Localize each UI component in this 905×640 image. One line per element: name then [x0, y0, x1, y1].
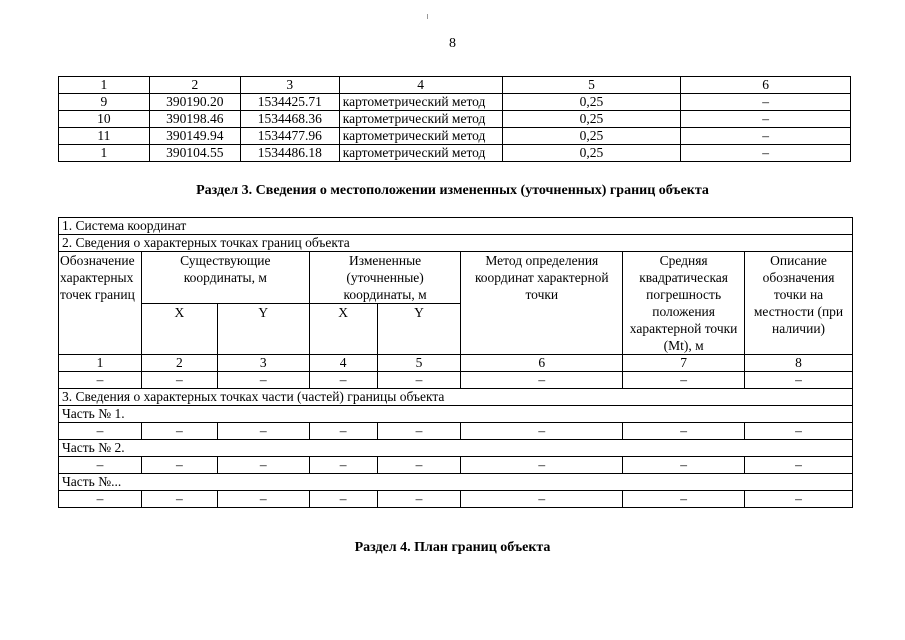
- dash-cell: –: [461, 457, 623, 474]
- table-row: [59, 457, 853, 474]
- table-row: [59, 423, 853, 440]
- x-header: X: [309, 304, 377, 355]
- dash-cell: –: [217, 491, 309, 508]
- dash-cell: –: [461, 372, 623, 389]
- part-1-label: Часть № 1.: [59, 406, 853, 423]
- dash-cell: –: [461, 423, 623, 440]
- dash-cell: –: [377, 491, 461, 508]
- dash-cell: –: [309, 491, 377, 508]
- coord-system-label: 1. Система координат: [59, 218, 853, 235]
- cell: картометрический метод: [339, 94, 502, 111]
- precision-header: Средняя квадратическая погрешность положения характерной точки (Mt), м: [623, 252, 745, 355]
- dash-cell: –: [309, 372, 377, 389]
- col-header: 3: [240, 77, 339, 94]
- part-n-label: Часть №...: [59, 474, 853, 491]
- cell: 1: [59, 145, 150, 162]
- dash-cell: –: [745, 372, 853, 389]
- col-header: 5: [502, 77, 681, 94]
- y-header: Y: [217, 304, 309, 355]
- char-points-label: 2. Сведения о характерных точках границ объекта: [59, 235, 853, 252]
- column-number: 5: [377, 355, 461, 372]
- parts-title-row: [59, 389, 853, 406]
- dash-cell: –: [217, 372, 309, 389]
- dash-cell: –: [59, 491, 142, 508]
- section-3-title: Раздел 3. Сведения о местоположении измененных (уточненных) границ объекта: [196, 183, 709, 198]
- cell: –: [681, 145, 851, 162]
- dash-cell: –: [377, 372, 461, 389]
- table-row: [59, 372, 853, 389]
- table-row: [59, 128, 851, 145]
- description-header: Описание обозначения точки на местности (при наличии): [745, 252, 853, 355]
- dash-cell: –: [309, 423, 377, 440]
- cell: 1534425.71: [240, 94, 339, 111]
- dash-cell: –: [141, 491, 217, 508]
- column-numbers-row: [59, 355, 853, 372]
- part-label-row: [59, 474, 853, 491]
- dash-cell: –: [59, 372, 142, 389]
- dash-cell: –: [217, 423, 309, 440]
- designation-header: Обозначение характерных точек границ: [59, 252, 142, 355]
- cell: 1534486.18: [240, 145, 339, 162]
- cell: 390190.20: [149, 94, 240, 111]
- column-number: 3: [217, 355, 309, 372]
- dash-cell: –: [461, 491, 623, 508]
- part-label-row: [59, 440, 853, 457]
- cell: 9: [59, 94, 150, 111]
- table-header-row: [59, 77, 851, 94]
- char-points-row: [59, 235, 853, 252]
- x-header: X: [141, 304, 217, 355]
- cell: –: [681, 111, 851, 128]
- section-3-table: [58, 217, 853, 508]
- cell: –: [681, 94, 851, 111]
- cell: 1534477.96: [240, 128, 339, 145]
- changed-coords-header: Измененные (уточненные) координаты, м: [309, 252, 461, 304]
- dash-cell: –: [59, 423, 142, 440]
- column-number: 8: [745, 355, 853, 372]
- existing-coords-header: Существующие координаты, м: [141, 252, 309, 304]
- part-2-label: Часть № 2.: [59, 440, 853, 457]
- cell: картометрический метод: [339, 145, 502, 162]
- col-header: 4: [339, 77, 502, 94]
- table-row: [59, 94, 851, 111]
- dash-cell: –: [59, 457, 142, 474]
- cell: картометрический метод: [339, 128, 502, 145]
- table-row: [59, 111, 851, 128]
- dash-cell: –: [745, 423, 853, 440]
- table-row: [59, 491, 853, 508]
- cell: –: [681, 128, 851, 145]
- cell: 10: [59, 111, 150, 128]
- dash-cell: –: [141, 423, 217, 440]
- col-header: 6: [681, 77, 851, 94]
- cell: 390104.55: [149, 145, 240, 162]
- dash-cell: –: [623, 423, 745, 440]
- dash-cell: –: [377, 423, 461, 440]
- header-row: [59, 252, 853, 304]
- dash-cell: –: [745, 491, 853, 508]
- section-4-title: Раздел 4. План границ объекта: [354, 540, 551, 555]
- method-header: Метод определения координат характерной точки: [461, 252, 623, 355]
- cell: картометрический метод: [339, 111, 502, 128]
- cell: 1534468.36: [240, 111, 339, 128]
- part-label-row: [59, 406, 853, 423]
- dash-cell: –: [623, 491, 745, 508]
- dash-cell: –: [623, 372, 745, 389]
- dash-cell: –: [141, 457, 217, 474]
- table-row: [59, 145, 851, 162]
- y-header: Y: [377, 304, 461, 355]
- parts-title: 3. Сведения о характерных точках части (частей) границы объекта: [59, 389, 853, 406]
- cell: 0,25: [502, 128, 681, 145]
- col-header: 1: [59, 77, 150, 94]
- coord-system-row: [59, 218, 853, 235]
- dash-cell: –: [745, 457, 853, 474]
- cell: 390149.94: [149, 128, 240, 145]
- column-number: 4: [309, 355, 377, 372]
- cell: 11: [59, 128, 150, 145]
- column-number: 2: [141, 355, 217, 372]
- page-number: 8: [449, 36, 456, 51]
- cell: 0,25: [502, 94, 681, 111]
- cell: 0,25: [502, 145, 681, 162]
- dash-cell: –: [623, 457, 745, 474]
- dash-cell: –: [141, 372, 217, 389]
- page-mark: [427, 14, 432, 19]
- column-number: 7: [623, 355, 745, 372]
- coordinates-table: [58, 76, 851, 162]
- column-number: 6: [461, 355, 623, 372]
- col-header: 2: [149, 77, 240, 94]
- dash-cell: –: [217, 457, 309, 474]
- dash-cell: –: [377, 457, 461, 474]
- dash-cell: –: [309, 457, 377, 474]
- cell: 390198.46: [149, 111, 240, 128]
- column-number: 1: [59, 355, 142, 372]
- cell: 0,25: [502, 111, 681, 128]
